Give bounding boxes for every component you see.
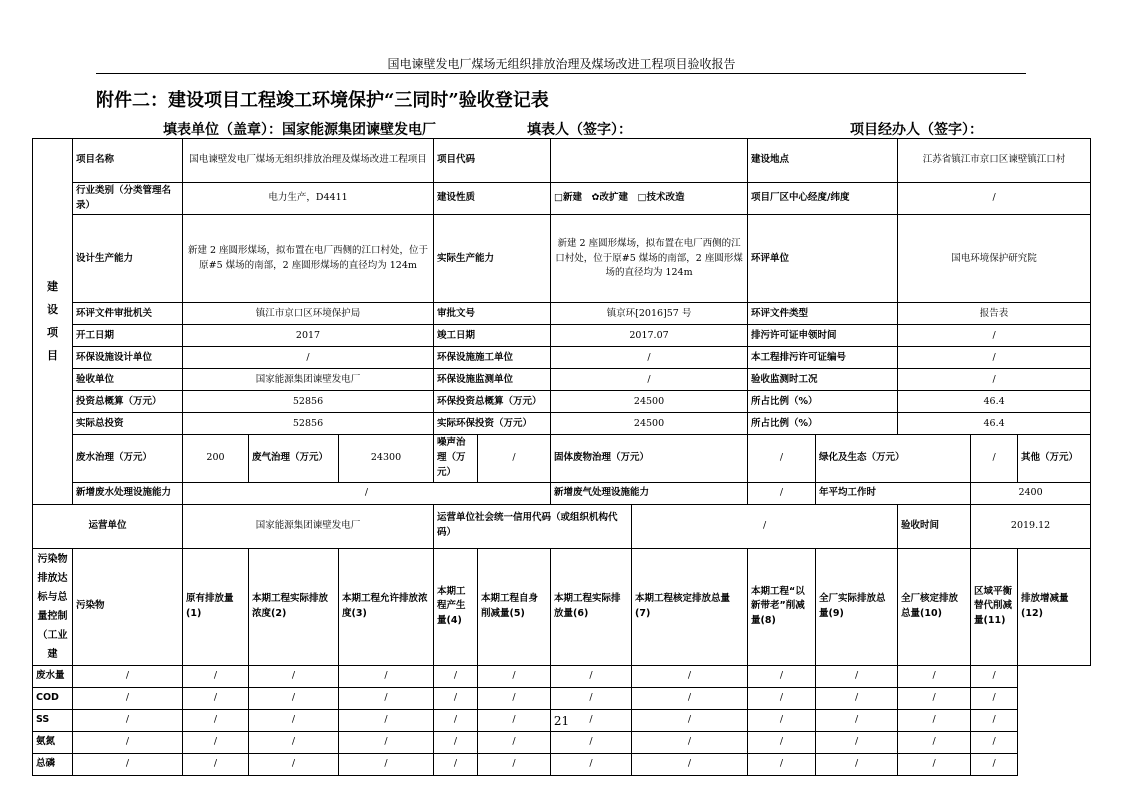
header-allowed-concentration: 本期工程允许排放浓度(3) xyxy=(339,548,434,665)
value-actual-env-investment: 24500 xyxy=(551,413,748,435)
header-actual-emission: 本期工程实际排放量(6) xyxy=(551,548,632,665)
label-actual-investment: 实际总投资 xyxy=(73,413,183,435)
value-eia-type: 报告表 xyxy=(898,303,1091,325)
value-monitoring-condition: / xyxy=(898,369,1091,391)
value-project-name: 国电谏壁发电厂煤场无组织排放治理及煤场改进工程项目 xyxy=(183,139,434,183)
pollutant-value: / xyxy=(748,665,816,687)
pollutant-value: / xyxy=(249,709,339,731)
value-solid-waste-cost: / xyxy=(748,435,816,482)
pollutant-value: / xyxy=(816,665,898,687)
pollutant-value: / xyxy=(249,687,339,709)
table-row xyxy=(33,215,1091,303)
label-start-date: 开工日期 xyxy=(73,325,183,347)
pollutant-value: / xyxy=(551,709,632,731)
header-plant-approved-total: 全厂核定排放总量(10) xyxy=(898,548,971,665)
label-design-unit: 环保设施设计单位 xyxy=(73,347,183,369)
pollutant-value: / xyxy=(816,687,898,709)
label-approval-authority: 环评文件审批机关 xyxy=(73,303,183,325)
pollutant-value: / xyxy=(73,665,183,687)
label-construction-unit: 环保设施施工单位 xyxy=(434,347,551,369)
table-row xyxy=(33,413,1091,435)
pollutant-value: / xyxy=(898,731,971,753)
pollutant-name: SS xyxy=(33,709,73,731)
table-row xyxy=(33,325,1091,347)
pollutant-value: / xyxy=(632,709,748,731)
pollutant-value: / xyxy=(434,753,478,775)
pollutant-name: 氨氮 xyxy=(33,731,73,753)
label-budget-ratio: 所占比例（%） xyxy=(748,391,898,413)
value-credit-code: / xyxy=(632,504,898,548)
pollutant-value: / xyxy=(748,709,816,731)
table-row xyxy=(33,504,1091,548)
pollutant-value: / xyxy=(339,709,434,731)
value-new-waste-gas-capacity: / xyxy=(748,482,816,504)
pollutant-value: / xyxy=(971,687,1018,709)
pollutant-value: / xyxy=(898,665,971,687)
label-waste-gas-cost: 废气治理（万元） xyxy=(249,435,339,482)
pollutant-value: / xyxy=(478,665,551,687)
pollutant-value: / xyxy=(249,753,339,775)
label-actual-ratio: 所占比例（%） xyxy=(748,413,898,435)
label-actual-env-investment: 实际环保投资（万元） xyxy=(434,413,551,435)
pollutant-value: / xyxy=(478,687,551,709)
value-design-capacity: 新建 2 座圆形煤场，拟布置在电厂西侧的江口村处，位于原#5 煤场的南部，2 座圆形煤场的直径均为 124m xyxy=(183,215,434,303)
label-acceptance-time: 验收时间 xyxy=(898,504,971,548)
pollutant-header-row xyxy=(33,548,1091,665)
label-permit-number: 本工程排污许可证编号 xyxy=(748,347,898,369)
value-actual-capacity: 新建 2 座圆形煤场，拟布置在电厂西侧的江口村处，位于原#5 煤场的南部，2 座圆形煤场的直径均为 124m xyxy=(551,215,748,303)
value-approval-authority: 镇江市京口区环境保护局 xyxy=(183,303,434,325)
value-completion-date: 2017.07 xyxy=(551,325,748,347)
value-coordinates: / xyxy=(898,183,1091,215)
value-actual-investment: 52856 xyxy=(183,413,434,435)
pollutant-name: 总磷 xyxy=(33,753,73,775)
pollutant-value: / xyxy=(249,665,339,687)
report-header-title: 国电谏壁发电厂煤场无组织排放治理及煤场改进工程项目验收报告 xyxy=(387,57,736,71)
pollutant-value: / xyxy=(971,731,1018,753)
pollutant-value: / xyxy=(632,687,748,709)
pollutant-value: / xyxy=(551,687,632,709)
value-new-wastewater-capacity: / xyxy=(183,482,551,504)
value-industry: 电力生产，D4411 xyxy=(183,183,434,215)
pollutant-value: / xyxy=(971,709,1018,731)
pollutant-value: / xyxy=(816,731,898,753)
label-noise-cost: 噪声治理（万元） xyxy=(434,435,478,482)
document-title: 附件二：建设项目工程竣工环境保护“三同时”验收登记表 xyxy=(96,90,549,111)
value-acceptance-time: 2019.12 xyxy=(971,504,1091,548)
table-row xyxy=(33,139,1091,183)
pollutant-value: / xyxy=(898,709,971,731)
label-monitoring-condition: 验收监测时工况 xyxy=(748,369,898,391)
pollutant-value: / xyxy=(748,731,816,753)
value-budget-ratio: 46.4 xyxy=(898,391,1091,413)
value-start-date: 2017 xyxy=(183,325,434,347)
pollutant-row xyxy=(33,687,1091,709)
filling-unit-label: 填表单位（盖章）：国家能源集团谏壁发电厂 xyxy=(163,122,436,138)
value-eia-unit: 国电环境保护研究院 xyxy=(898,215,1091,303)
pollutant-row xyxy=(33,731,1091,753)
label-env-budget: 环保投资总概算（万元） xyxy=(434,391,551,413)
value-actual-ratio: 46.4 xyxy=(898,413,1091,435)
pollutant-value: / xyxy=(183,731,249,753)
pollutant-value: / xyxy=(339,753,434,775)
pollutant-value: / xyxy=(748,753,816,775)
label-actual-capacity: 实际生产能力 xyxy=(434,215,551,303)
table-row xyxy=(33,347,1091,369)
table-row xyxy=(33,369,1091,391)
pollutant-value: / xyxy=(183,687,249,709)
label-annual-hours: 年平均工作时 xyxy=(816,482,971,504)
value-total-budget: 52856 xyxy=(183,391,434,413)
pollutant-value: / xyxy=(478,731,551,753)
value-permit-number: / xyxy=(898,347,1091,369)
value-build-location: 江苏省镇江市京口区谏壁镇江口村 xyxy=(898,139,1091,183)
label-project-code: 项目代码 xyxy=(434,139,551,183)
label-credit-code: 运营单位社会统一信用代码（或组织机构代码） xyxy=(434,504,632,548)
table-row xyxy=(33,303,1091,325)
value-acceptance-unit: 国家能源集团谏壁发电厂 xyxy=(183,369,434,391)
label-permit-time: 排污许可证申领时间 xyxy=(748,325,898,347)
label-coordinates: 项目厂区中心经度/纬度 xyxy=(748,183,898,215)
table-row xyxy=(33,482,1091,504)
registration-table xyxy=(32,138,1091,776)
pollutant-row xyxy=(33,665,1091,687)
label-new-wastewater-capacity: 新增废水处理设施能力 xyxy=(73,482,183,504)
header-approved-total: 本期工程核定排放总量(7) xyxy=(632,548,748,665)
header-original-emission: 原有排放量(1) xyxy=(183,548,249,665)
pollutant-value: / xyxy=(183,665,249,687)
pollutant-value: / xyxy=(551,665,632,687)
table-row xyxy=(33,435,1091,482)
value-monitoring-unit: / xyxy=(551,369,748,391)
value-env-budget: 24500 xyxy=(551,391,748,413)
page-number: 21 xyxy=(553,714,570,728)
pollutant-value: / xyxy=(73,753,183,775)
pollutant-value: / xyxy=(632,665,748,687)
label-build-location: 建设地点 xyxy=(748,139,898,183)
value-greening-cost: / xyxy=(971,435,1018,482)
value-design-unit: / xyxy=(183,347,434,369)
pollutant-name: 废水量 xyxy=(33,665,73,687)
pollutant-value: / xyxy=(339,665,434,687)
pollutant-value: / xyxy=(434,687,478,709)
label-industry: 行业类别（分类管理名录） xyxy=(73,183,183,215)
table-row xyxy=(33,391,1091,413)
header-pollutant: 污染物 xyxy=(73,548,183,665)
value-annual-hours: 2400 xyxy=(971,482,1091,504)
value-noise-cost: / xyxy=(478,435,551,482)
value-construction-unit: / xyxy=(551,347,748,369)
label-approval-number: 审批文号 xyxy=(434,303,551,325)
value-project-code xyxy=(551,139,748,183)
pollutant-value: / xyxy=(434,709,478,731)
pollutant-value: / xyxy=(816,753,898,775)
label-project-name: 项目名称 xyxy=(73,139,183,183)
label-monitoring-unit: 环保设施监测单位 xyxy=(434,369,551,391)
pollutant-value: / xyxy=(816,709,898,731)
value-waste-gas-cost: 24300 xyxy=(339,435,434,482)
pollutant-control-side-label: 污染物排放达标与总量控制（工业建 xyxy=(33,548,73,665)
header-old-reduction: 本期工程“以新带老”削减量(8) xyxy=(748,548,816,665)
value-operating-unit: 国家能源集团谏壁发电厂 xyxy=(183,504,434,548)
pollutant-value: / xyxy=(551,731,632,753)
header-divider xyxy=(96,73,1026,74)
pollutant-name: COD xyxy=(33,687,73,709)
pollutant-value: / xyxy=(971,665,1018,687)
manager-signature-label: 项目经办人（签字）： xyxy=(850,122,983,138)
pollutant-value: / xyxy=(73,709,183,731)
label-wastewater-cost: 废水治理（万元） xyxy=(73,435,183,482)
pollutant-value: / xyxy=(434,665,478,687)
pollutant-value: / xyxy=(898,753,971,775)
header-plant-actual-total: 全厂实际排放总量(9) xyxy=(816,548,898,665)
pollutant-value: / xyxy=(478,709,551,731)
label-build-nature: 建设性质 xyxy=(434,183,551,215)
label-operating-unit: 运营单位 xyxy=(33,504,183,548)
header-emission-change: 排放增减量(12) xyxy=(1018,548,1091,665)
label-completion-date: 竣工日期 xyxy=(434,325,551,347)
value-permit-time: / xyxy=(898,325,1091,347)
header-actual-concentration: 本期工程实际排放浓度(2) xyxy=(249,548,339,665)
pollutant-value: / xyxy=(971,753,1018,775)
header-self-reduction: 本期工程自身削减量(5) xyxy=(478,548,551,665)
label-eia-type: 环评文件类型 xyxy=(748,303,898,325)
label-greening-cost: 绿化及生态（万元） xyxy=(816,435,971,482)
pollutant-value: / xyxy=(551,753,632,775)
pollutant-value: / xyxy=(73,687,183,709)
value-wastewater-cost: 200 xyxy=(183,435,249,482)
pollutant-value: / xyxy=(249,731,339,753)
pollutant-value: / xyxy=(898,687,971,709)
value-build-nature: □新建 ✿改扩建 □技术改造 xyxy=(551,183,748,215)
pollutant-value: / xyxy=(632,753,748,775)
pollutant-value: / xyxy=(73,731,183,753)
filler-signature-label: 填表人（签字）： xyxy=(527,122,632,138)
pollutant-value: / xyxy=(183,753,249,775)
header-regional-reduction: 区域平衡替代削减量(11) xyxy=(971,548,1018,665)
header-generation: 本期工程产生量(4) xyxy=(434,548,478,665)
label-new-waste-gas-capacity: 新增废气处理设施能力 xyxy=(551,482,748,504)
label-acceptance-unit: 验收单位 xyxy=(73,369,183,391)
pollutant-value: / xyxy=(339,731,434,753)
label-design-capacity: 设计生产能力 xyxy=(73,215,183,303)
build-project-side-label: 建 设 项 目 xyxy=(33,139,73,505)
pollutant-value: / xyxy=(339,687,434,709)
pollutant-value: / xyxy=(478,753,551,775)
label-eia-unit: 环评单位 xyxy=(748,215,898,303)
pollutant-value: / xyxy=(183,709,249,731)
pollutant-value: / xyxy=(632,731,748,753)
pollutant-value: / xyxy=(748,687,816,709)
table-row xyxy=(33,183,1091,215)
label-total-budget: 投资总概算（万元） xyxy=(73,391,183,413)
pollutant-value: / xyxy=(434,731,478,753)
value-approval-number: 镇京环[2016]57 号 xyxy=(551,303,748,325)
label-other-cost: 其他（万元） xyxy=(1018,435,1091,482)
pollutant-row xyxy=(33,753,1091,775)
label-solid-waste-cost: 固体废物治理（万元） xyxy=(551,435,748,482)
